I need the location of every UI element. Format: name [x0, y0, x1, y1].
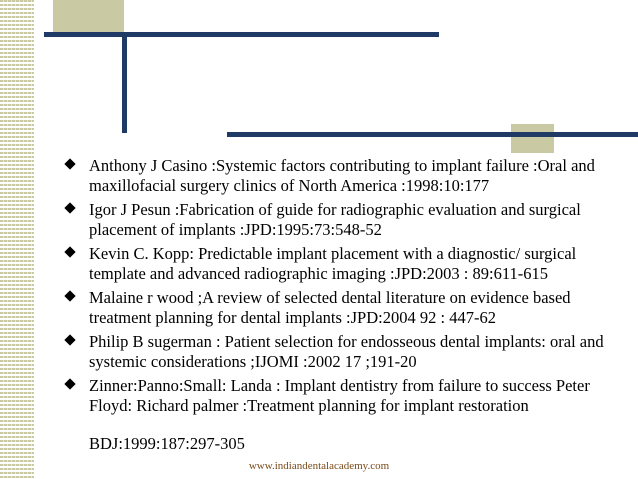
vertical-accent-bar: [122, 32, 127, 133]
diamond-bullet-icon: [64, 246, 75, 257]
reference-item: [64, 244, 624, 284]
diamond-bullet-icon: [64, 158, 75, 169]
diamond-bullet-icon: [64, 290, 75, 301]
diamond-bullet-icon: [64, 378, 75, 389]
reference-text: Kevin C. Kopp: Predictable implant placement with a diagnostic/ surgical template and advanced radiographic imaging :JPD:2003 : 89:611-615: [89, 244, 577, 283]
footer-link[interactable]: www.indiandentalacademy.com: [248, 460, 390, 472]
diamond-bullet-icon: [64, 202, 75, 213]
reference-item: [64, 200, 624, 240]
reference-item: [64, 288, 624, 328]
top-accent-bar: [44, 32, 439, 37]
diamond-bullet-icon: [64, 334, 75, 345]
reference-text: Malaine r wood ;A review of selected dental literature on evidence based treatment planning for dental implants :JPD:2004 92 : 447-62: [89, 288, 571, 327]
reference-item: [64, 376, 624, 416]
reference-item: [64, 156, 624, 196]
striped-side-decoration: [0, 0, 34, 479]
reference-continuation: BDJ:1999:187:297-305: [89, 434, 245, 453]
reference-text: Anthony J Casino :Systemic factors contributing to implant failure :Oral and maxillofacial surgery clinics of North America :1998:10:177: [89, 156, 595, 195]
reference-text: Igor J Pesun :Fabrication of guide for radiographic evaluation and surgical placement of implants :JPD:1995:73:548-52: [89, 200, 581, 239]
reference-list: [64, 156, 624, 420]
decor-square-top: [53, 0, 124, 34]
reference-text: Zinner:Panno:Small: Landa : Implant dentistry from failure to success Peter Floyd: Richard palmer :Treatment planning for implant restoration: [89, 376, 590, 415]
decor-square-right: [511, 124, 554, 153]
mid-accent-bar: [227, 132, 638, 137]
reference-text: Philip B sugerman : Patient selection for endosseous dental implants: oral and systemic considerations ;IJOMI :2002 17 ;191-20: [89, 332, 604, 371]
reference-item: [64, 332, 624, 372]
